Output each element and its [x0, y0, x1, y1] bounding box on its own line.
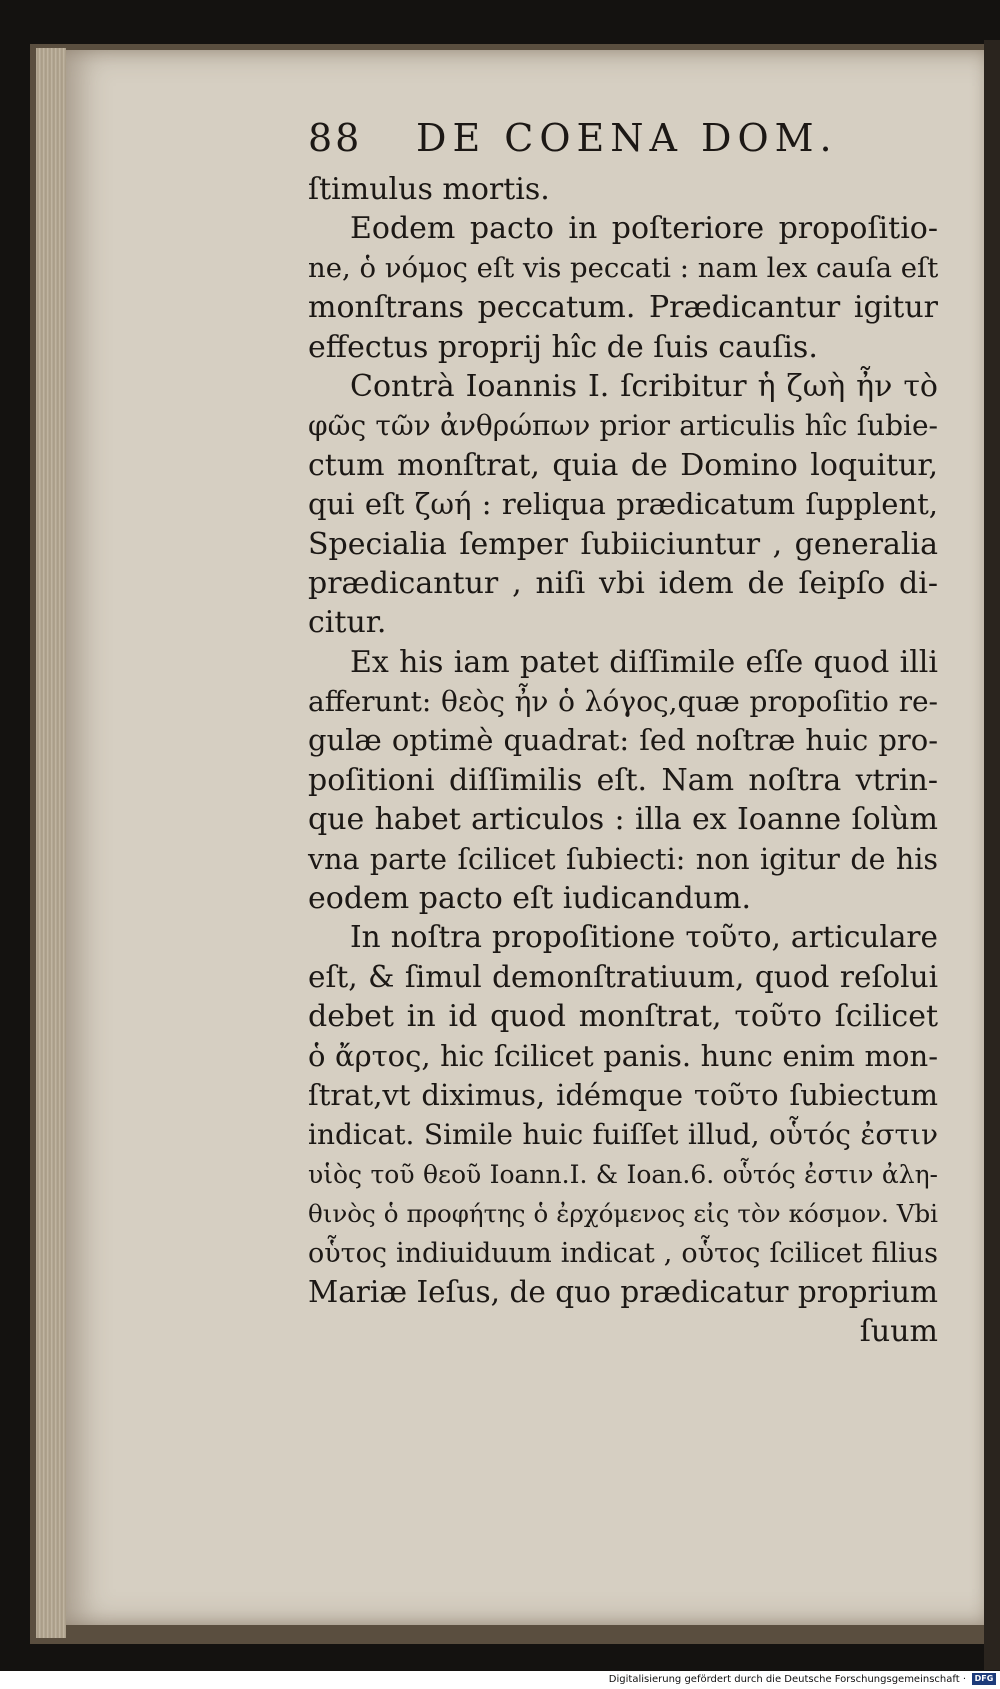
footer-credit: Digitalisierung gefördert durch die Deutsche Forschungsgemeinschaft ·: [608, 1674, 966, 1685]
text-line: ctum monſtrat, quia de Domino loquitur,: [308, 447, 938, 483]
text-line: prædicantur , niſi vbi idem de ſeipſo di-: [308, 565, 938, 601]
text-line: vna parte ſcilicet ſubiecti: non igitur de his: [308, 842, 938, 876]
text-line: Ex his iam patet diſſimile eſſe quod illi: [350, 644, 938, 680]
page-edges: [36, 48, 66, 1638]
text-line: indicat. Simile huic fuiſſet illud, οὗτός ἐστιν: [308, 1118, 938, 1152]
text-line: monſtrans peccatum. Prædicantur igitur: [308, 290, 938, 326]
text-line: eſt, & ſimul demonſtratiuum, quod reſolui: [308, 959, 938, 994]
text-line: ſtimulus mortis.: [308, 172, 550, 207]
text-line: ſtrat,vt diximus, idémque τοῦτο ſubiectum: [308, 1077, 938, 1112]
text-line: que habet articulos : illa ex Ioanne ſolùm: [308, 802, 938, 838]
text-line: υἱὸς τοῦ θεοῦ Ioann.I. & Ioan.6. οὗτός ἐστιν ἀλη-: [308, 1159, 938, 1189]
dfg-logo-icon: DFG: [972, 1673, 996, 1685]
text-line: οὗτος indiuiduum indicat , οὗτος ſcilicet filius: [308, 1237, 938, 1269]
catchword: ſuum: [859, 1314, 938, 1350]
text-line: In noſtra propoſitione τοῦτο, articulare: [350, 920, 938, 955]
text-line: ne, ὁ νόμος eſt vis peccati : nam lex cauſa eſt: [308, 251, 939, 284]
text-line: effectus proprij hîc de ſuis cauſis.: [308, 329, 818, 365]
text-line: qui eſt ζωή : reliqua prædicatum ſupplent,: [308, 487, 938, 522]
text-line: Eodem pacto in poſteriore propoſitio-: [350, 211, 938, 247]
text-line: Mariæ Ieſus, de quo prædicatur proprium: [308, 1274, 938, 1309]
digitization-footer: [0, 1671, 1000, 1689]
page-number: 88: [308, 116, 363, 160]
text-line: eodem pacto eſt iudicandum.: [308, 881, 751, 917]
text-line: citur.: [308, 605, 387, 641]
text-line: debet in id quod monſtrat, τοῦτο ſcilicet: [308, 999, 938, 1035]
running-title: DE COENA DOM.: [416, 116, 838, 160]
text-line: poſitioni diſſimilis eſt. Nam noſtra vtrin-: [308, 762, 938, 798]
text-line: Specialia ſemper ſubiiciuntur , generalia: [308, 526, 938, 562]
text-line: afferunt: θεὸς ἦν ὁ λόγος,quæ propoſitio re-: [308, 685, 938, 719]
binding-edge: [984, 40, 1000, 1670]
text-line: Contrà Ioannis I. ſcribitur ἡ ζωὴ ἦν τὸ: [350, 368, 938, 404]
page-header: [308, 112, 938, 170]
text-line: gulæ optimè quadrat: ſed noſtræ huic pro-: [308, 723, 938, 758]
text-line: ὁ ἄρτος, hic ſcilicet panis. hunc enim mon-: [308, 1038, 938, 1073]
text-line: φῶς τῶν ἀνθρώπων prior articulis hîc ſubie-: [308, 409, 938, 443]
page-text: [308, 112, 938, 1352]
text-line: θινὸς ὁ προφήτης ὁ ἐρχόμενος εἰς τὸν κόσμον. Vbi: [308, 1199, 938, 1229]
